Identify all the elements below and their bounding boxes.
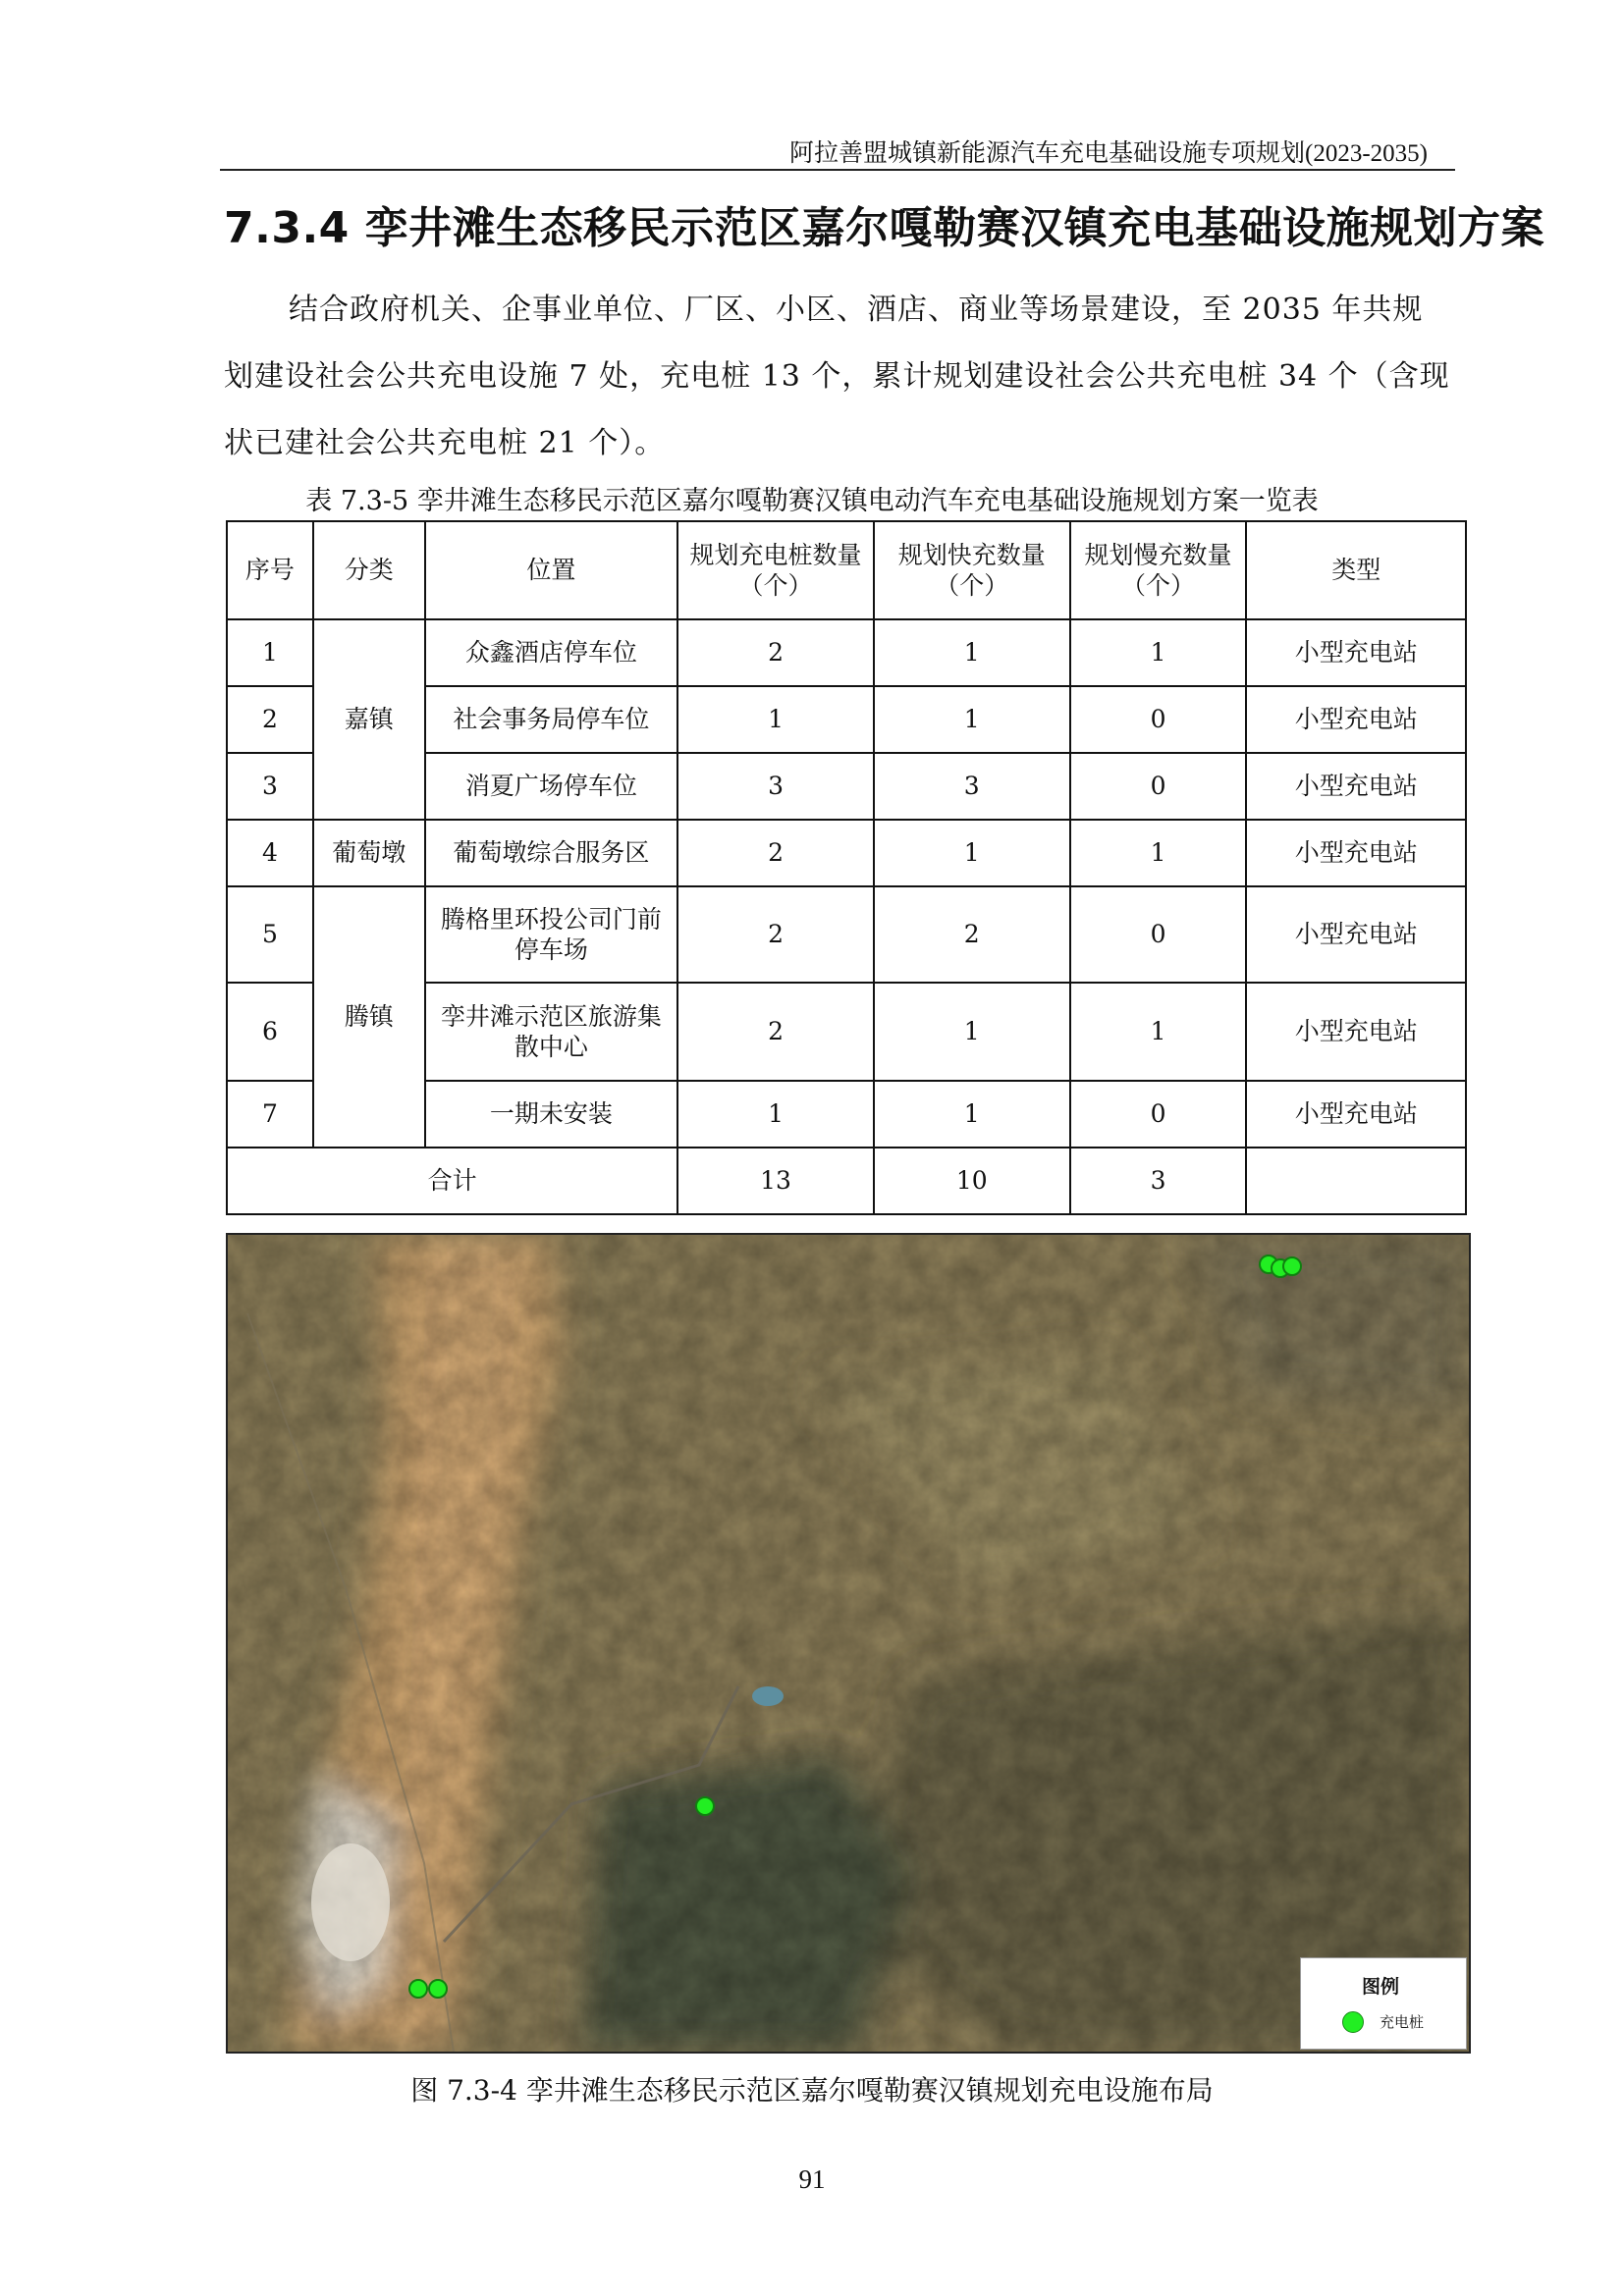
cell-location: 社会事务局停车位	[425, 686, 677, 753]
cell-fast: 3	[874, 753, 1070, 820]
cell-type: 小型充电站	[1246, 619, 1466, 686]
cell-total: 2	[677, 886, 874, 983]
cell-total-label: 合计	[227, 1148, 677, 1214]
body-paragraph: 结合政府机关、企事业单位、厂区、小区、酒店、商业等场景建设，至 2035 年共规划建设社会公共充电设施 7 处，充电桩 13 个，累计规划建设社会公共充电桩 34 个（含现状已建社会公共充电桩 21 个）。	[224, 293, 1450, 460]
cell-no: 3	[227, 753, 313, 820]
cell-total: 1	[677, 686, 874, 753]
cell-total: 2	[677, 983, 874, 1081]
figure-caption: 图 7.3-4 孪井滩生态移民示范区嘉尔嘎勒赛汉镇规划充电设施布局	[410, 2074, 1214, 2107]
cell-location: 孪井滩示范区旅游集散中心	[425, 983, 677, 1081]
cell-slow: 3	[1070, 1148, 1247, 1214]
cell-total: 13	[677, 1148, 874, 1214]
cell-type: 小型充电站	[1246, 686, 1466, 753]
cell-location: 众鑫酒店停车位	[425, 619, 677, 686]
cell-group: 腾镇	[313, 886, 425, 1148]
charging-station-marker	[695, 1796, 715, 1816]
cell-slow: 0	[1070, 1081, 1247, 1148]
charging-station-marker	[1282, 1256, 1302, 1276]
charging-station-marker	[428, 1979, 448, 1999]
cell-fast: 2	[874, 886, 1070, 983]
running-header: 阿拉善盟城镇新能源汽车充电基础设施专项规划(2023-2035)	[789, 140, 1428, 167]
cell-total: 2	[677, 619, 874, 686]
cell-type: 小型充电站	[1246, 753, 1466, 820]
cell-no: 2	[227, 686, 313, 753]
cell-no: 1	[227, 619, 313, 686]
cell-location: 腾格里环投公司门前停车场	[425, 886, 677, 983]
header-rule	[220, 169, 1455, 171]
cell-fast: 1	[874, 983, 1070, 1081]
cell-location: 葡萄墩综合服务区	[425, 820, 677, 886]
cell-location: 消夏广场停车位	[425, 753, 677, 820]
cell-slow: 0	[1070, 686, 1247, 753]
cell-fast: 10	[874, 1148, 1070, 1214]
page-number: 91	[798, 2164, 826, 2194]
legend-label: 充电桩	[1380, 2013, 1425, 2031]
cell-slow: 0	[1070, 753, 1247, 820]
header-cell: 类型	[1246, 521, 1466, 619]
header-cell: 规划快充数量（个）	[874, 521, 1070, 619]
cell-total: 3	[677, 753, 874, 820]
cell-total: 2	[677, 820, 874, 886]
table-row	[227, 886, 1466, 983]
cell-no: 5	[227, 886, 313, 983]
satellite-map	[226, 1233, 1471, 2054]
cell-no: 4	[227, 820, 313, 886]
cell-no: 7	[227, 1081, 313, 1148]
cell-no: 6	[227, 983, 313, 1081]
cell-type	[1246, 1148, 1466, 1214]
header-cell: 规划充电桩数量（个）	[677, 521, 874, 619]
header-cell: 分类	[313, 521, 425, 619]
cell-fast: 1	[874, 686, 1070, 753]
legend-title: 图例	[1362, 1976, 1400, 1998]
section-heading: 7.3.4 孪井滩生态移民示范区嘉尔嘎勒赛汉镇充电基础设施规划方案	[224, 203, 1545, 253]
cell-type: 小型充电站	[1246, 820, 1466, 886]
table-row	[227, 619, 1466, 686]
satellite-image	[228, 1235, 1469, 2052]
cell-slow: 1	[1070, 619, 1247, 686]
cell-total: 1	[677, 1081, 874, 1148]
cell-fast: 1	[874, 619, 1070, 686]
cell-fast: 1	[874, 820, 1070, 886]
header-cell: 规划慢充数量（个）	[1070, 521, 1247, 619]
table-row	[227, 820, 1466, 886]
cell-type: 小型充电站	[1246, 886, 1466, 983]
table-total-row	[227, 1148, 1466, 1214]
table-header-row	[227, 521, 1466, 619]
cell-slow: 0	[1070, 886, 1247, 983]
cell-type: 小型充电站	[1246, 1081, 1466, 1148]
charging-pile-legend-icon	[1342, 2011, 1364, 2033]
map-legend	[1300, 1957, 1467, 2050]
cell-location: 一期未安装	[425, 1081, 677, 1148]
header-cell: 位置	[425, 521, 677, 619]
cell-group: 嘉镇	[313, 619, 425, 820]
table-caption: 表 7.3-5 孪井滩生态移民示范区嘉尔嘎勒赛汉镇电动汽车充电基础设施规划方案一览表	[305, 486, 1319, 516]
cell-slow: 1	[1070, 983, 1247, 1081]
charging-plan-table	[226, 520, 1467, 1215]
header-cell: 序号	[227, 521, 313, 619]
cell-slow: 1	[1070, 820, 1247, 886]
cell-type: 小型充电站	[1246, 983, 1466, 1081]
cell-fast: 1	[874, 1081, 1070, 1148]
cell-group: 葡萄墩	[313, 820, 425, 886]
charging-station-marker	[408, 1979, 428, 1999]
